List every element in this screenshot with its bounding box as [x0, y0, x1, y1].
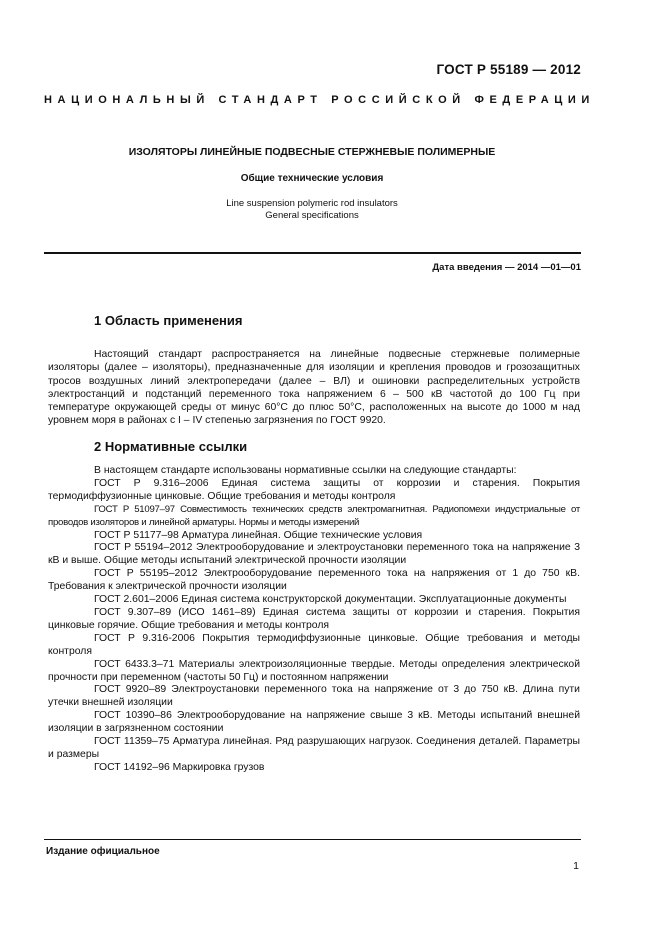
reference-item: ГОСТ Р 51097–97 Совместимость технических средств электромагнитная. Радиопомехи индустриальные от проводов изоляторов и линейной арматуры. Нормы и методы измерений	[48, 503, 580, 528]
footer-divider	[44, 839, 581, 840]
edition-label: Издание официальное	[46, 846, 160, 857]
header-divider	[44, 252, 581, 254]
reference-item: ГОСТ 9920–89 Электроустановки переменного тока на напряжение от 3 до 750 кВ. Длина пути утечки внешней изоляции	[48, 684, 580, 709]
national-standard-banner: НАЦИОНАЛЬНЫЙ СТАНДАРТ РОССИЙСКОЙ ФЕДЕРАЦИИ	[44, 94, 595, 106]
references-intro: В настоящем стандарте использованы нормативные ссылки на следующие стандарты:	[94, 465, 517, 476]
reference-item: ГОСТ Р 55195–2012 Электрооборудование переменного тока на напряжения от 1 до 750 кВ. Требования к электрической прочности изоляции	[48, 568, 580, 593]
normative-references-list	[48, 465, 580, 775]
reference-item: ГОСТ 14192–96 Маркировка грузов	[94, 761, 265, 773]
reference-item: ГОСТ 10390–86 Электрооборудование на напряжение свыше 3 кВ. Методы испытаний внешней изоляции в загрязненном состоянии	[48, 710, 580, 735]
reference-item: ГОСТ Р 9.316-2006 Покрытия термодиффузионные цинковые. Общие требования и методы контроля	[48, 632, 580, 657]
document-number: ГОСТ Р 55189 — 2012	[436, 62, 581, 77]
reference-item: ГОСТ Р 9.316–2006 Единая система защиты от коррозии и старения. Покрытия термодиффузионные цинковые. Общие требования и методы контроля	[48, 477, 580, 502]
page-number: 1	[573, 860, 579, 872]
reference-item: ГОСТ 2.601–2006 Единая система конструкторской документации. Эксплуатационные документы	[94, 594, 567, 606]
english-title	[44, 198, 580, 222]
reference-item: ГОСТ Р 51177–98 Арматура линейная. Общие технические условия	[94, 529, 423, 541]
document-subtitle: Общие технические условия	[240, 173, 384, 184]
section-1-paragraph: Настоящий стандарт распространяется на линейные подвесные стержневые полимерные изоляторы (далее – изоляторы), предназначенные для изоляции и крепления проводов и грозозащитных тросов воздушных линий электропередачи (далее – ВЛ) и ошиновки распределительных устройств электростанций и подстанций переменного тока напряжением 6 – 500 кВ частотой до 100 Гц при температуре окружающей среды от минус 60°С до плюс 50°С, расположенных на высоте до 1000 м над уровнем моря в районах с I – IV степенью загрязнения по ГОСТ 9920.	[48, 349, 580, 427]
reference-item: ГОСТ 6433.3–71 Материалы электроизоляционные твердые. Методы определения электрической прочности при переменном (частоты 50 Гц) и постоянном напряжении	[48, 658, 580, 683]
section-2-heading: 2 Нормативные ссылки	[94, 439, 248, 454]
reference-item: ГОСТ 9.307–89 (ИСО 1461–89) Единая система защиты от коррозии и старения. Покрытия цинковые горячие. Общие требования и методы контроля	[48, 606, 580, 631]
section-1-heading: 1 Область применения	[94, 313, 243, 328]
reference-item: ГОСТ Р 55194–2012 Электрооборудование и электроустановки переменного тока на напряжение 3 кВ и выше. Общие методы испытаний электрической прочности изоляции	[48, 542, 580, 567]
english-title-line: Line suspension polymeric rod insulators	[226, 198, 398, 209]
english-subtitle-line: General specifications	[265, 210, 359, 221]
document-title: ИЗОЛЯТОРЫ ЛИНЕЙНЫЕ ПОДВЕСНЫЕ СТЕРЖНЕВЫЕ ПОЛИМЕРНЫЕ	[128, 146, 496, 158]
reference-item: ГОСТ 11359–75 Арматура линейная. Ряд разрушающих нагрузок. Соединения деталей. Параметры и размеры	[48, 736, 580, 760]
introduction-date: Дата введения — 2014 —01—01	[432, 262, 581, 273]
